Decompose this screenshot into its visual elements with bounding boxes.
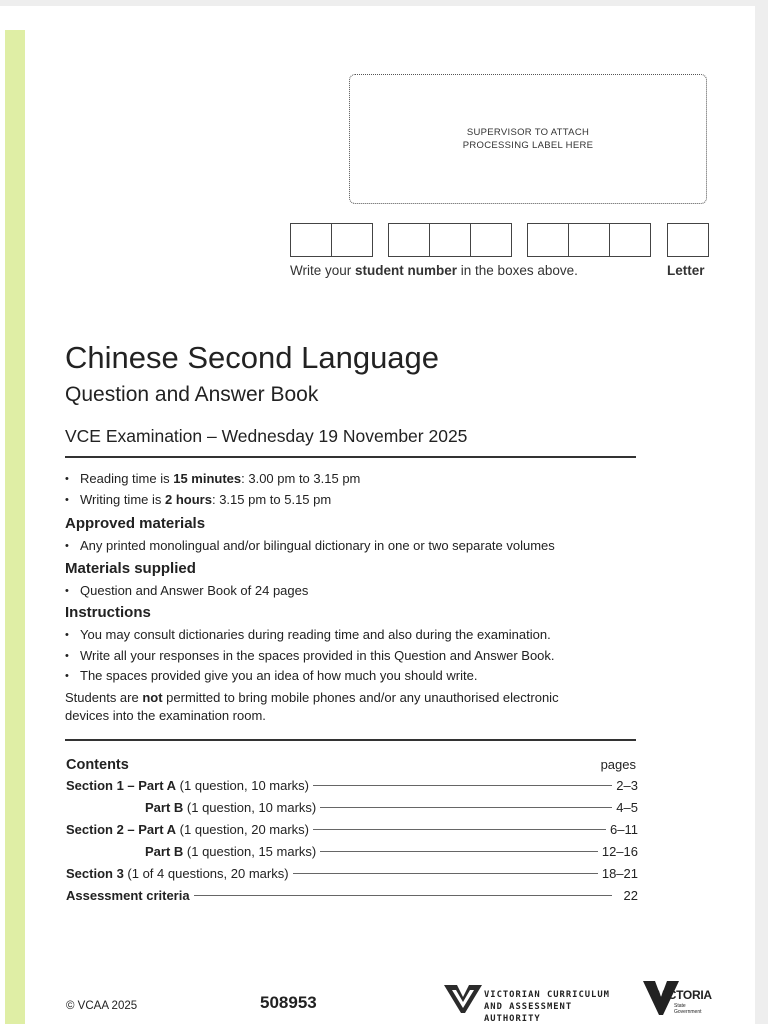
instruction-item: • The spaces provided give you an idea of how much you should write. <box>65 666 645 687</box>
instruction-item: • Write all your responses in the spaces provided in this Question and Answer Book. <box>65 646 645 667</box>
reading-time-pre: Reading time is <box>80 471 174 486</box>
toc-row <box>66 885 638 907</box>
student-number-group-3 <box>527 223 651 257</box>
note-post: permitted to bring mobile phones and/or any unauthorised electronic <box>162 689 559 705</box>
toc-label-rest: (1 question, 20 marks) <box>176 822 310 837</box>
toc-label-rest: (1 of 4 questions, 20 marks) <box>123 866 289 881</box>
toc-label-bold: Section 3 <box>66 866 124 881</box>
letter-cell[interactable] <box>668 224 708 256</box>
toc-label-rest: (1 question, 10 marks) <box>183 800 317 815</box>
note-pre: Students are <box>65 689 143 705</box>
student-number-caption <box>290 263 578 278</box>
scan-top-edge <box>0 0 768 6</box>
times-and-instructions <box>65 469 645 725</box>
scan-right-edge <box>755 0 768 1024</box>
approved-item: • Any printed monolingual and/or bilingual dictionary in one or two separate volumes <box>65 536 645 557</box>
materials-supplied-heading: Materials supplied <box>65 559 196 577</box>
copyright-notice: © VCAA 2025 <box>66 1000 138 1012</box>
toc-leader <box>320 807 612 808</box>
toc-leader <box>194 895 612 896</box>
pages-label: pages <box>600 757 636 772</box>
toc-row <box>66 841 638 863</box>
divider-rule <box>65 456 636 458</box>
green-side-strip <box>5 30 25 1024</box>
reading-time-post: : 3.00 pm to 3.15 pm <box>241 471 361 486</box>
victoria-subtitle <box>674 1003 702 1015</box>
toc-leader <box>293 873 598 874</box>
caption-pre: Write your <box>290 263 356 278</box>
vcaa-logo <box>443 982 633 1024</box>
supplied-item: • Question and Answer Book of 24 pages <box>65 581 645 602</box>
toc-row <box>66 863 638 885</box>
writing-time-bold: 2 hours <box>165 491 212 507</box>
instruction-item: • You may consult dictionaries during reading time and also during the examination. <box>65 625 645 646</box>
toc-row <box>66 775 638 797</box>
processing-label-box <box>349 74 707 204</box>
page-subtitle: Question and Answer Book <box>65 383 319 406</box>
vcaa-line-2: AND ASSESSMENT AUTHORITY <box>484 1002 573 1024</box>
devices-note <box>65 689 645 725</box>
label-box-line-1: SUPERVISOR TO ATTACH <box>466 127 590 138</box>
toc-row <box>66 819 638 841</box>
toc-label <box>66 885 190 907</box>
student-number-cell[interactable] <box>332 224 372 256</box>
toc-label-bold: Assessment criteria <box>66 888 190 903</box>
writing-time <box>65 490 645 511</box>
toc-label-bold: Section 2 – Part A <box>66 822 177 837</box>
toc-leader <box>313 829 606 830</box>
toc-label <box>66 841 316 863</box>
reading-time <box>65 469 645 490</box>
divider-rule <box>65 739 636 741</box>
vic-sub-1: State <box>674 1003 686 1009</box>
toc-page: 18–21 <box>601 866 638 881</box>
toc-label-bold: Section 1 – Part A <box>66 778 177 793</box>
exam-date-line: VCE Examination – Wednesday 19 November 2025 <box>65 426 468 446</box>
approved-materials-heading: Approved materials <box>65 515 206 532</box>
student-number-cell[interactable] <box>291 224 332 256</box>
instructions-heading: Instructions <box>65 604 151 621</box>
toc-label-bold: Part B <box>145 800 184 815</box>
toc-page: 4–5 <box>616 800 638 815</box>
toc-leader <box>320 851 598 852</box>
toc-label <box>66 775 309 797</box>
contents-heading: Contents <box>66 757 129 773</box>
toc-label <box>66 819 309 841</box>
student-number-group-2 <box>388 223 512 257</box>
letter-label: Letter <box>667 263 705 278</box>
student-number-cell[interactable] <box>471 224 511 256</box>
caption-bold: student number <box>355 263 458 278</box>
student-number-cell[interactable] <box>430 224 471 256</box>
contents-header <box>66 755 638 775</box>
toc-row <box>66 797 638 819</box>
letter-box-group <box>667 223 709 257</box>
label-box-line-2: PROCESSING LABEL HERE <box>462 140 594 151</box>
note-bold: not <box>142 689 163 705</box>
page-title: Chinese Second Language <box>65 340 440 375</box>
note-line-2: devices into the examination room. <box>65 707 266 723</box>
caption-post: in the boxes above. <box>457 263 578 278</box>
contents-table <box>66 755 638 907</box>
reading-time-bold: 15 minutes <box>173 471 242 486</box>
toc-page: 6–11 <box>610 822 638 837</box>
toc-page: 2–3 <box>616 778 638 793</box>
student-number-cell[interactable] <box>389 224 430 256</box>
toc-leader <box>313 785 612 786</box>
victoria-logo <box>643 981 715 1017</box>
exam-code: 508953 <box>260 993 317 1012</box>
toc-label <box>66 863 289 885</box>
vcaa-line-1: VICTORIAN CURRICULUM <box>484 990 610 1000</box>
student-number-cell[interactable] <box>528 224 569 256</box>
vcaa-logo-icon <box>443 982 483 1016</box>
vic-sub-2: Government <box>674 1009 702 1015</box>
victoria-word: VICTORIA <box>657 988 712 1002</box>
writing-time-post: : 3.15 pm to 5.15 pm <box>211 491 332 507</box>
writing-time-pre: Writing time is <box>80 491 165 507</box>
student-number-group-1 <box>290 223 373 257</box>
toc-page: 22 <box>623 888 638 903</box>
toc-label-bold: Part B <box>145 844 184 859</box>
student-number-cell[interactable] <box>610 224 650 256</box>
toc-label-rest: (1 question, 10 marks) <box>176 778 310 793</box>
toc-page: 12–16 <box>601 844 638 859</box>
student-number-cell[interactable] <box>569 224 610 256</box>
toc-label <box>66 797 316 819</box>
vcaa-name <box>484 989 633 1024</box>
toc-label-rest: (1 question, 15 marks) <box>183 844 317 859</box>
